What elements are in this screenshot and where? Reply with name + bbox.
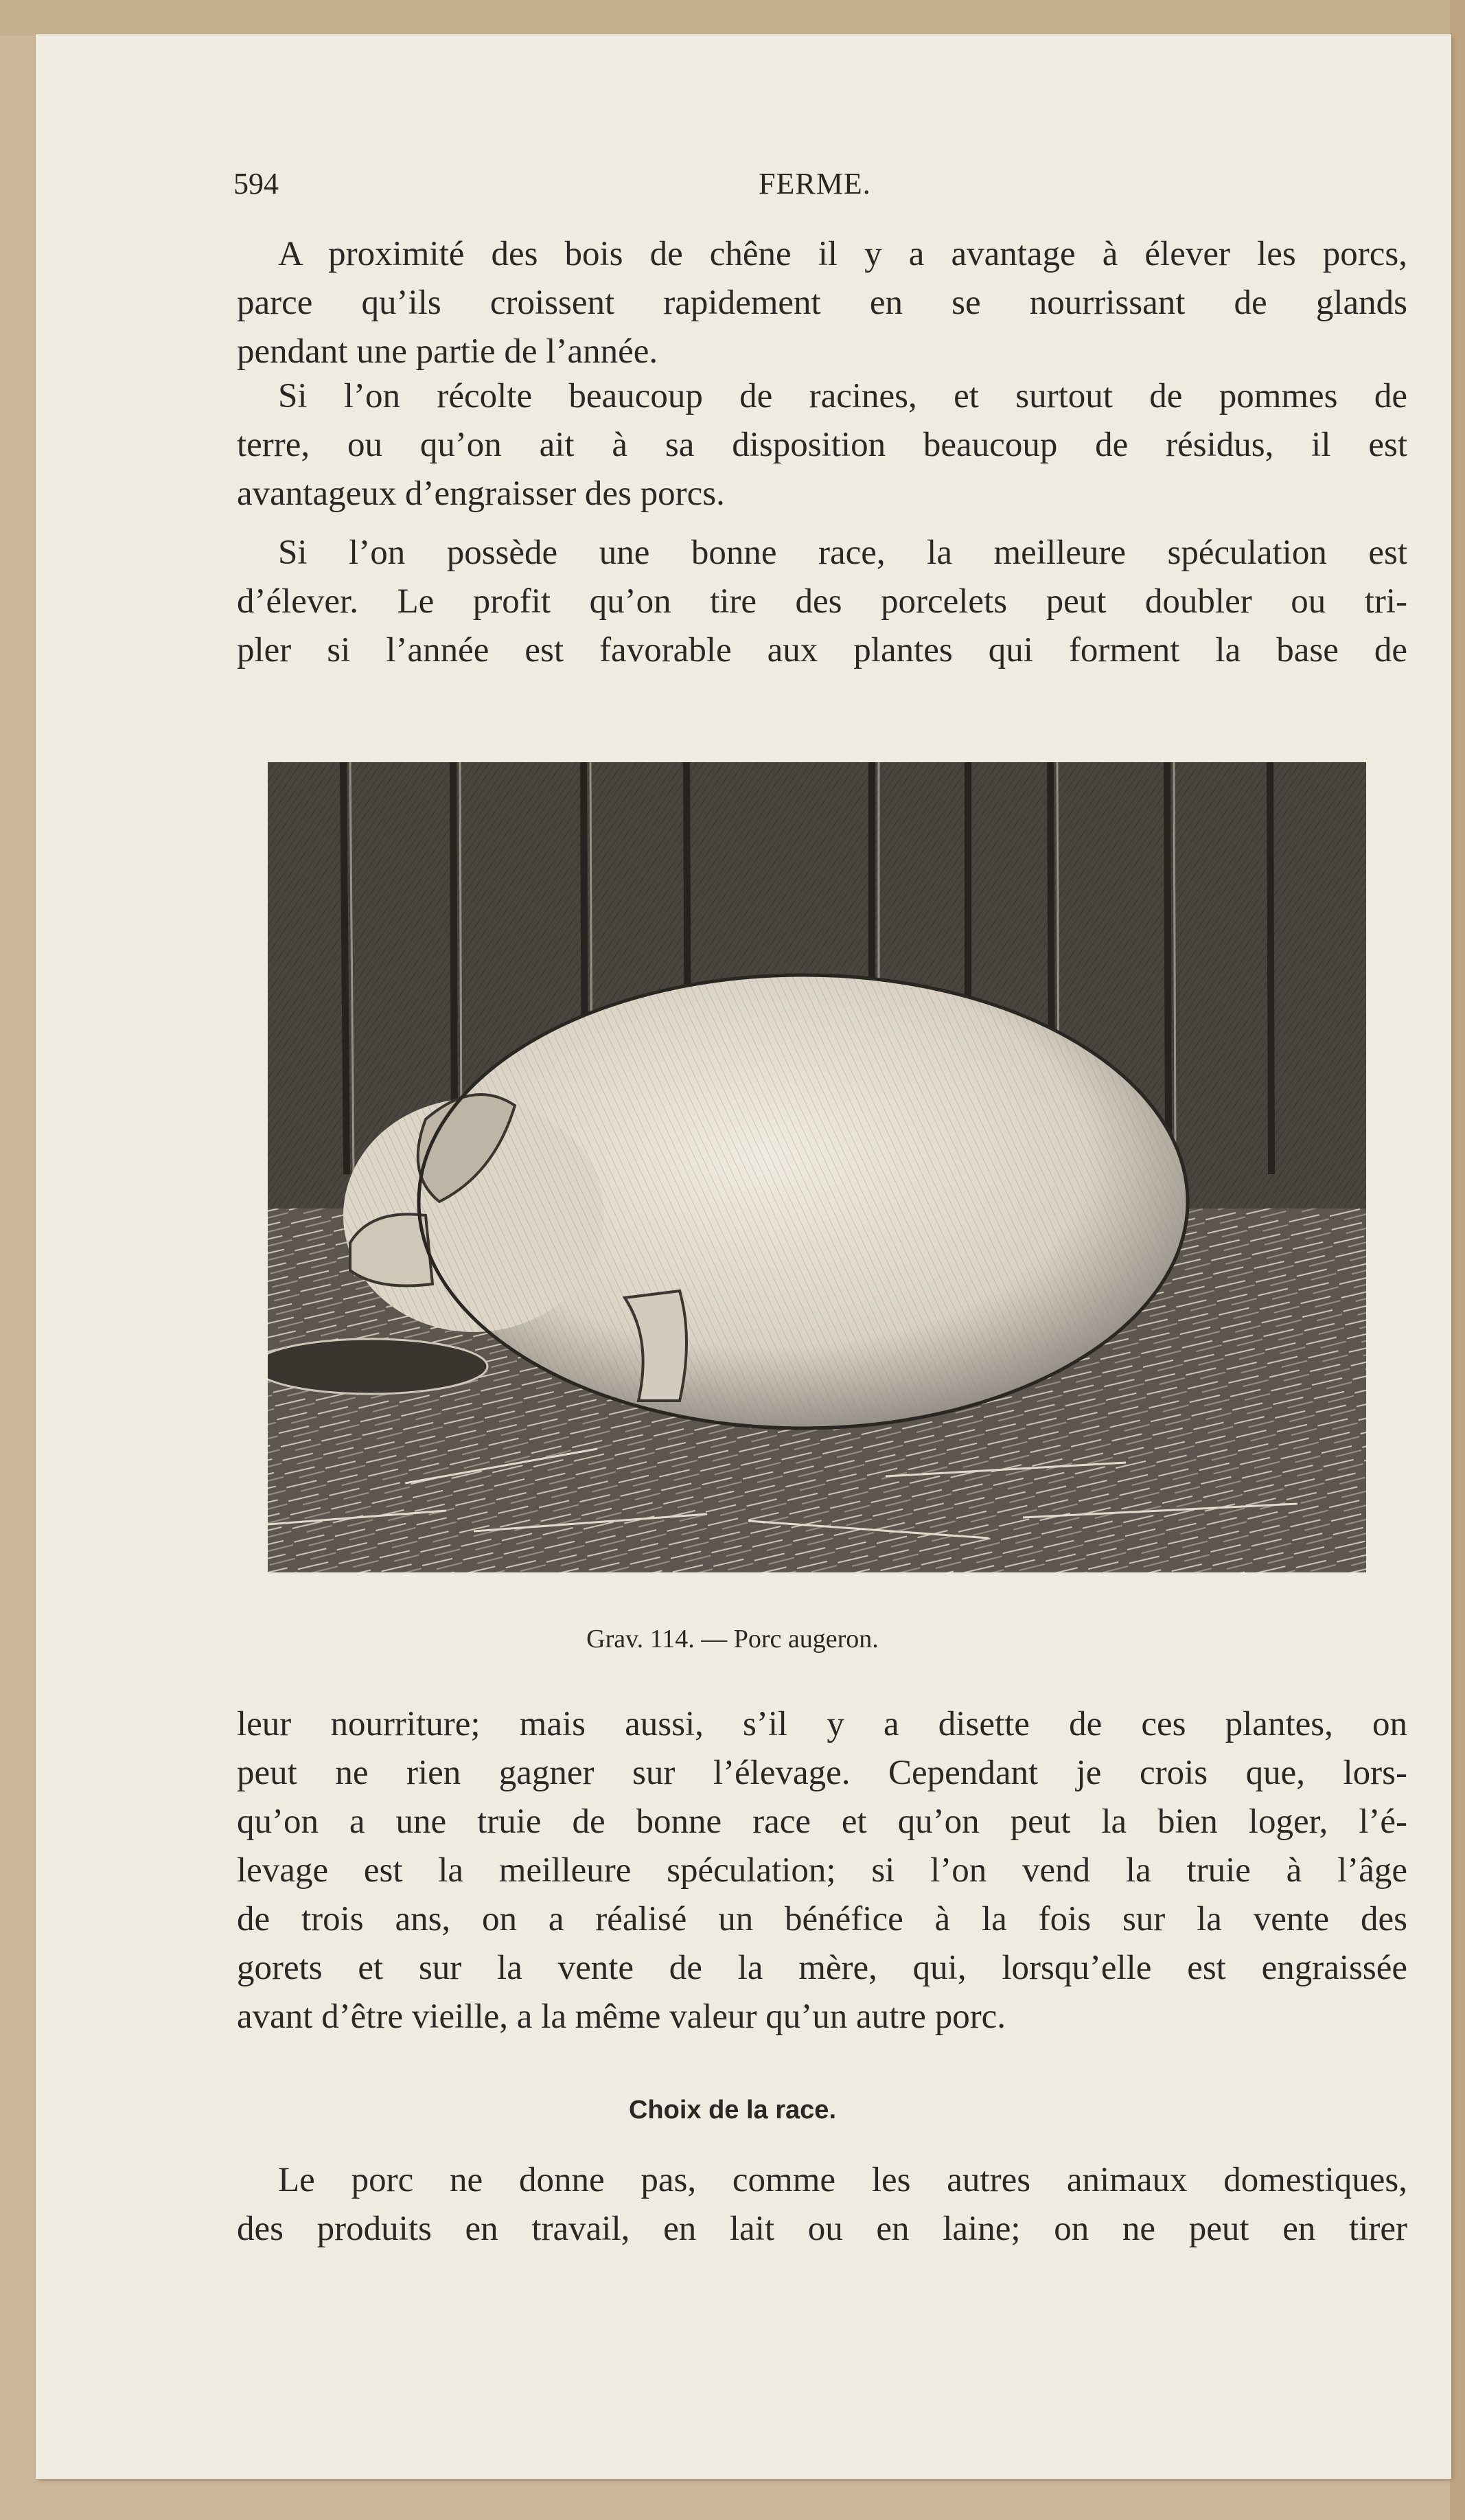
paragraph-2: [237, 372, 1407, 518]
text-line: Le porc ne donne pas, comme les autres animaux domestiques,: [278, 2161, 1407, 2199]
text-line: gorets et sur la vente de la mère, qui, lorsqu’elle est engraissée: [237, 1949, 1407, 1987]
text-line: A proximité des bois de chêne il y a avantage à élever les porcs,: [278, 235, 1407, 273]
engraving-pig: [268, 762, 1366, 1572]
text-line: peut ne rien gagner sur l’élevage. Cependant je crois que, lors-: [237, 1754, 1407, 1792]
text-line: terre, ou qu’on ait à sa disposition beaucoup de résidus, il est: [237, 426, 1407, 464]
text-line: levage est la meilleure spéculation; si l’on vend la truie à l’âge: [237, 1851, 1407, 1890]
paragraph-1: [237, 230, 1407, 376]
page-number: 594: [233, 167, 279, 201]
text-line: des produits en travail, en lait ou en laine; on ne peut en tirer: [237, 2210, 1407, 2248]
pig-illustration: [268, 762, 1366, 1572]
text-line: Si l’on récolte beaucoup de racines, et surtout de pommes de: [278, 377, 1407, 415]
text-line: pendant une partie de l’année.: [237, 332, 658, 371]
text-line: avantageux d’engraisser des porcs.: [237, 474, 725, 513]
paragraph-5: [237, 2156, 1407, 2254]
paragraph-3: [237, 529, 1407, 675]
scan-background: [0, 0, 1465, 36]
running-title: FERME.: [759, 167, 871, 201]
text-line: pler si l’année est favorable aux plantes qui forment la base de: [237, 631, 1407, 669]
paragraph-4: [237, 1700, 1407, 2041]
text-line: d’élever. Le profit qu’on tire des porcelets peut doubler ou tri-: [237, 582, 1407, 621]
text-line: leur nourriture; mais aussi, s’il y a disette de ces plantes, on: [237, 1705, 1407, 1743]
running-header: [233, 166, 1400, 207]
text-line: de trois ans, on a réalisé un bénéfice à la fois sur la vente des: [237, 1900, 1407, 1938]
section-heading: Choix de la race.: [628, 2096, 836, 2124]
text-line: qu’on a une truie de bonne race et qu’on peut la bien loger, l’é-: [237, 1802, 1407, 1841]
text-line: avant d’être vieille, a la même valeur qu’un autre porc.: [237, 1997, 1006, 2036]
text-line: parce qu’ils croissent rapidement en se nourrissant de glands: [237, 284, 1407, 322]
text-line: Si l’on possède une bonne race, la meilleure spéculation est: [278, 534, 1407, 572]
figure-caption: Grav. 114. — Porc augeron.: [586, 1625, 879, 1653]
scan-edge: [1450, 0, 1465, 2520]
